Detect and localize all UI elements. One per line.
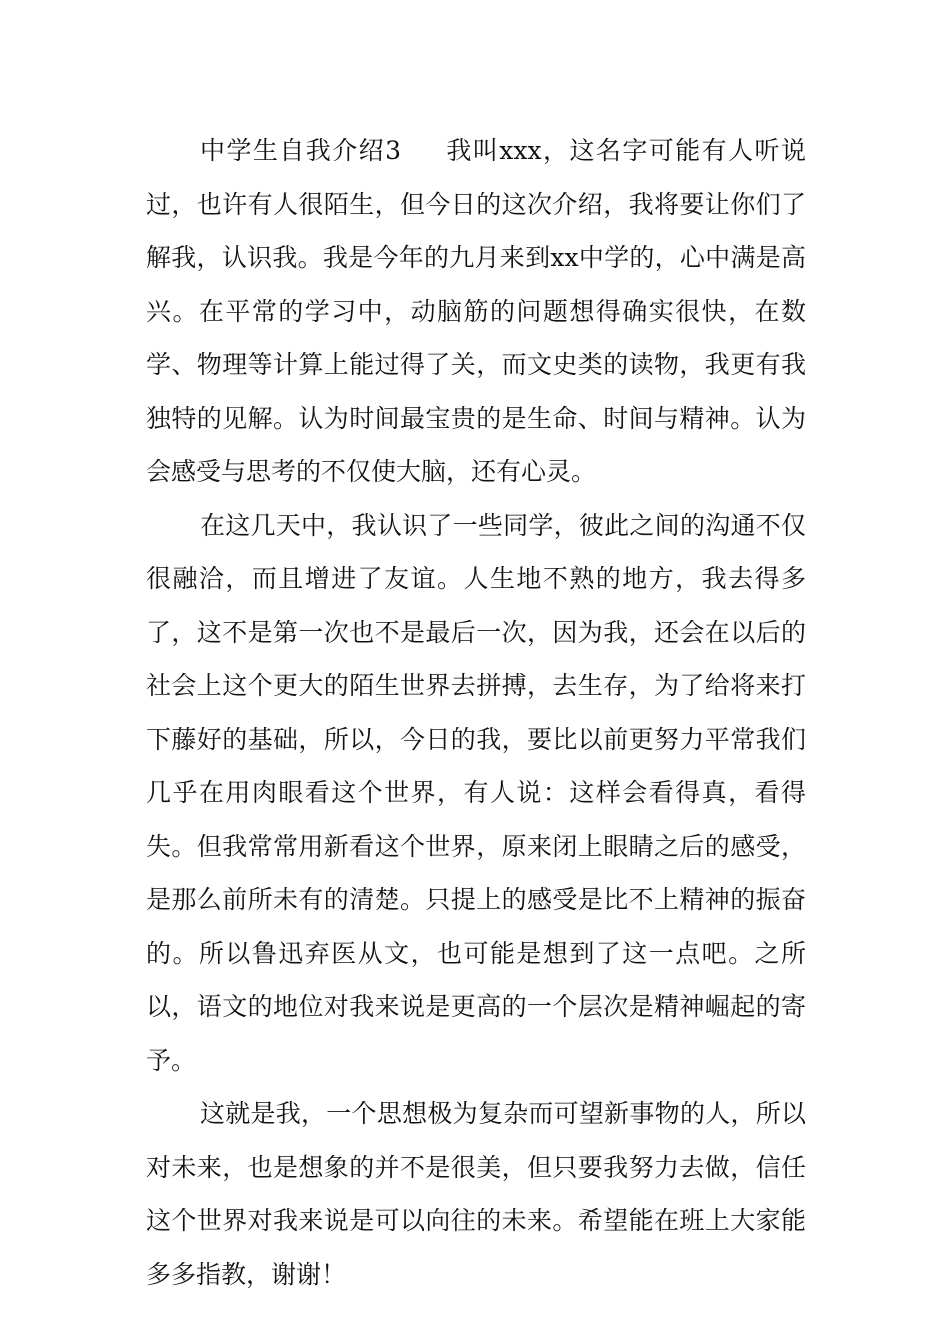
paragraph-1-text: 我叫xxx，这名字可能有人听说过，也许有人很陌生，但今日的这次介绍，我将要让你们了解我，认识我。我是今年的九月来到xx中学的，心中满是高兴。在平常的学习中，动脑筋的问题想得确实很快，在数学、物理等计算上能过得了关，而文史类的读物，我更有我独特的见解。认为时间最宝贵的是生命、时间与精神。认为会感受与思考的不仅使大脑，还有心灵。: [146, 136, 806, 486]
document-body: [146, 124, 806, 1301]
paragraph-3: 这就是我，一个思想极为复杂而可望新事物的人，所以对未来，也是想象的并不是很美，但只要我努力去做，信任这个世界对我来说是可以向往的未来。希望能在班上大家能多多指教，谢谢！: [146, 1099, 806, 1289]
paragraph-2: 在这几天中，我认识了一些同学，彼此之间的沟通不仅很融洽，而且增进了友谊。人生地不熟的地方，我去得多了，这不是第一次也不是最后一次，因为我，还会在以后的社会上这个更大的陌生世界去拼搏，去生存，为了给将来打下藤好的基础，所以，今日的我，要比以前更努力平常我们几乎在用肉眼看这个世界，有人说：这样会看得真，看得失。但我常常用新看这个世界，原来闭上眼睛之后的感受，是那么前所未有的清楚。只提上的感受是比不上精神的振奋的。所以鲁迅弃医从文，也可能是想到了这一点吧。之所以，语文的地位对我来说是更高的一个层次是精神崛起的寄予。: [146, 510, 806, 1075]
paragraph-1: [146, 124, 806, 499]
document-heading: 中学生自我介绍3: [200, 136, 401, 165]
